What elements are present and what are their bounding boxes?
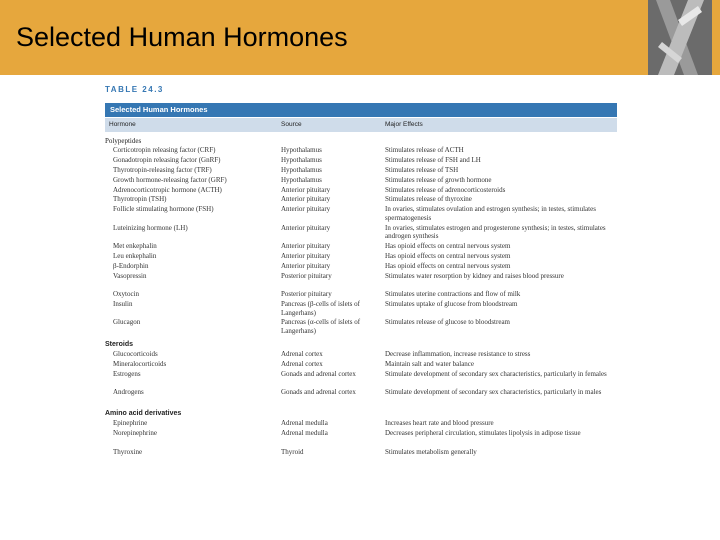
table-body [105, 137, 617, 458]
table-row [105, 318, 617, 336]
table-row [105, 156, 617, 166]
cell-effect: Stimulates release of TSH [385, 165, 459, 174]
cell-source: Anterior pituitary [281, 185, 331, 194]
cell-source: Pancreas (β-cells of islets of Langerhans) [281, 300, 360, 317]
group-header [105, 341, 617, 350]
cell-hormone: Thyrotropin (TSH) [113, 195, 167, 204]
cell-effect: In ovaries, stimulates estrogen and progesterone synthesis; in testes, stimulates androgen synthesis [385, 223, 606, 241]
table-row [105, 300, 617, 318]
cell-hormone: Glucocorticoids [113, 349, 158, 358]
cell-effect: Stimulate development of secondary sex characteristics, particularly in males [385, 388, 602, 397]
cell-hormone: Thyroxine [113, 447, 143, 456]
cell-source: Anterior pituitary [281, 242, 331, 251]
cell-hormone: Adrenocorticotropic hormone (ACTH) [113, 185, 222, 194]
cell-hormone: Glucagon [113, 318, 141, 327]
cell-source: Hypothalamus [281, 155, 322, 164]
hormone-table-figure [105, 80, 617, 525]
cell-hormone: Norepinephrine [113, 429, 157, 438]
cell-source: Anterior pituitary [281, 205, 331, 214]
cell-source: Posterior pituitary [281, 271, 332, 280]
cell-hormone: Luteinizing hormone (LH) [113, 223, 188, 232]
table-row [105, 252, 617, 262]
table-title: Selected Human Hormones [110, 105, 208, 114]
group-name: Polypeptides [105, 137, 142, 145]
group-header [105, 410, 617, 419]
cell-source: Anterior pituitary [281, 223, 331, 232]
table-row [105, 429, 617, 447]
table-row [105, 146, 617, 156]
cell-hormone: Oxytocin [113, 290, 140, 299]
cell-effect: Stimulates release of thyroxine [385, 195, 472, 204]
table-row [105, 242, 617, 252]
cell-effect: Maintain salt and water balance [385, 359, 475, 368]
cell-source: Adrenal cortex [281, 359, 323, 368]
cell-source: Thyroid [281, 447, 304, 456]
cell-source: Hypothalamus [281, 175, 322, 184]
cell-source: Hypothalamus [281, 165, 322, 174]
title-banner [0, 0, 720, 75]
group-header [105, 137, 617, 146]
table-row [105, 388, 617, 406]
cell-effect: Stimulates metabolism generally [385, 447, 477, 456]
cell-effect: Stimulates release of FSH and LH [385, 155, 481, 164]
cell-effect: Decreases peripheral circulation, stimulates lipolysis in adipose tissue [385, 429, 581, 438]
slide-title: Selected Human Hormones [16, 22, 348, 52]
cell-source: Anterior pituitary [281, 195, 331, 204]
col-header-source: Source [281, 121, 302, 128]
cell-effect: Stimulates release of growth hormone [385, 175, 492, 184]
cell-effect: Stimulates uterine contractions and flow of milk [385, 290, 521, 299]
cell-source: Adrenal cortex [281, 349, 323, 358]
table-row [105, 176, 617, 186]
table-row [105, 350, 617, 360]
cell-hormone: Met enkephalin [113, 242, 157, 251]
cell-effect: Stimulate development of secondary sex characteristics, particularly in females [385, 369, 607, 378]
cell-source: Adrenal medulla [281, 419, 328, 428]
cell-hormone: Leu enkephalin [113, 252, 157, 261]
table-row [105, 195, 617, 205]
table-row [105, 360, 617, 370]
cell-effect: Stimulates release of adrenocorticosteroids [385, 185, 506, 194]
cell-effect: Stimulates release of glucose to bloodstream [385, 318, 510, 327]
table-row [105, 370, 617, 388]
table-row [105, 272, 617, 290]
cell-source: Posterior pituitary [281, 290, 332, 299]
table-row [105, 448, 617, 458]
cell-hormone: Mineralocorticoids [113, 359, 167, 368]
cell-hormone: Estrogens [113, 369, 141, 378]
table-row [105, 262, 617, 272]
cell-source: Pancreas (α-cells of islets of Langerhans) [281, 318, 361, 335]
cell-hormone: Vasopressin [113, 271, 147, 280]
table-header-row [105, 118, 617, 132]
col-header-hormone: Hormone [109, 121, 136, 128]
cell-effect: Has opioid effects on central nervous system [385, 252, 511, 261]
cell-hormone: Insulin [113, 300, 133, 309]
cell-source: Gonads and adrenal cortex [281, 369, 356, 378]
cell-effect: Stimulates water resorption by kidney and raises blood pressure [385, 271, 564, 280]
table-number: TABLE 24.3 [105, 85, 164, 94]
cell-hormone: Gonadotropin releasing factor (GnRF) [113, 155, 221, 164]
col-header-effects: Major Effects [385, 121, 423, 128]
cell-source: Anterior pituitary [281, 261, 331, 270]
cell-effect: Stimulates release of ACTH [385, 146, 464, 154]
crossed-strands-logo-icon [648, 0, 712, 75]
cell-hormone: Thyrotropin-releasing factor (TRF) [113, 165, 212, 174]
cell-hormone: Androgens [113, 388, 144, 397]
table-title-bar [105, 103, 617, 117]
cell-effect: In ovaries, stimulates ovulation and estrogen synthesis; in testes, stimulates spermatogenesis [385, 205, 596, 222]
cell-effect: Has opioid effects on central nervous system [385, 261, 511, 270]
group-name: Steroids [105, 340, 134, 348]
table-row [105, 205, 617, 223]
cell-source: Gonads and adrenal cortex [281, 388, 356, 397]
cell-effect: Increases heart rate and blood pressure [385, 419, 494, 428]
table-row [105, 290, 617, 300]
cell-hormone: Growth hormone-releasing factor (GRF) [113, 175, 227, 184]
cell-effect: Has opioid effects on central nervous system [385, 242, 511, 251]
cell-effect: Decrease inflammation, increase resistance to stress [385, 349, 531, 358]
cell-source: Anterior pituitary [281, 252, 331, 261]
cell-hormone: Follicle stimulating hormone (FSH) [113, 205, 214, 214]
cell-effect: Stimulates uptake of glucose from bloodstream [385, 300, 518, 309]
cell-hormone: Epinephrine [113, 419, 148, 428]
cell-hormone: Corticotropin releasing factor (CRF) [113, 146, 216, 154]
table-row [105, 166, 617, 176]
table-row [105, 224, 617, 242]
table-row [105, 419, 617, 429]
group-name: Amino acid derivatives [105, 410, 182, 418]
cell-source: Hypothalamus [281, 146, 322, 154]
cell-source: Adrenal medulla [281, 429, 328, 438]
table-row [105, 186, 617, 196]
cell-hormone: β-Endorphin [113, 261, 149, 270]
